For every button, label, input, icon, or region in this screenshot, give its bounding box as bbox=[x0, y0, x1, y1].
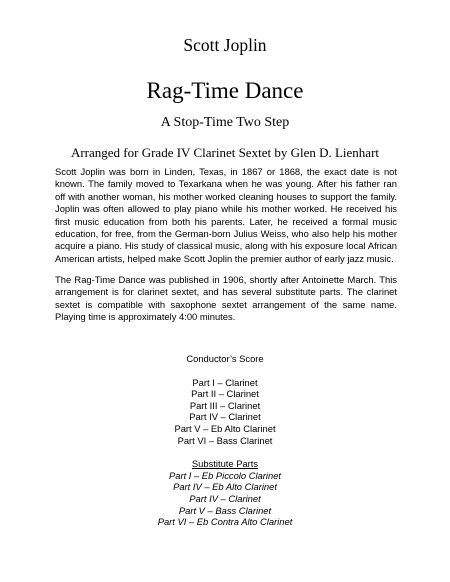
arrangement-credit: Arranged for Grade IV Clarinet Sextet by Glen D. Lienhart bbox=[70, 145, 380, 160]
substitute-part-item: Part IV – Eb Alto Clarinet bbox=[173, 481, 277, 493]
part-item: Part VI – Bass Clarinet bbox=[177, 434, 273, 446]
substitute-part-item: Part IV – Clarinet bbox=[189, 492, 261, 504]
page-title: Rag-Time Dance bbox=[146, 78, 304, 103]
substitute-part-item: Part V – Bass Clarinet bbox=[178, 504, 272, 516]
spacer bbox=[0, 446, 450, 458]
substitute-part-item: Part VI – Eb Contra Alto Clarinet bbox=[157, 516, 293, 528]
part-item: Part V – Eb Alto Clarinet bbox=[174, 422, 276, 434]
parts-list bbox=[0, 353, 450, 528]
publication-paragraph: The Rag-Time Dance was published in 1906, shortly after Antoinette March. This arrangement is for clarinet sextet, and has several substitute parts. The clarinet sextet is compatible with saxophone sextet arrangement of the same name. Playing time is approximately 4:00 minutes. bbox=[55, 274, 397, 323]
conductor-score-label: Conductor’s Score bbox=[186, 353, 264, 364]
spacer bbox=[0, 365, 450, 377]
biography-paragraph: Scott Joplin was born in Linden, Texas, in 1867 or 1868, the exact date is not known. The family moved to Texarkana when he was young. After his father ran off with another woman, his mother worked cleaning houses to support the family. Joplin was often allowed to play piano while his mother worked. He received his first music education from both his parents. Later, he received a formal music education, for free, from the German-born Julius Weiss, who also help his mother acquire a piano. His study of classical music, along with his exposure local African American artists, helped make Scott Joplin the premier author of early jazz music. bbox=[55, 166, 397, 264]
page-subtitle: A Stop-Time Two Step bbox=[160, 115, 290, 130]
composer-name: Scott Joplin bbox=[183, 35, 267, 55]
part-item: Part I – Clarinet bbox=[192, 376, 258, 388]
substitute-parts-heading: Substitute Parts bbox=[191, 458, 259, 470]
part-item: Part IV – Clarinet bbox=[189, 411, 261, 423]
part-item: Part II – Clarinet bbox=[191, 388, 259, 400]
part-item: Part III – Clarinet bbox=[189, 399, 261, 411]
substitute-part-item: Part I – Eb Piccolo Clarinet bbox=[168, 469, 282, 481]
